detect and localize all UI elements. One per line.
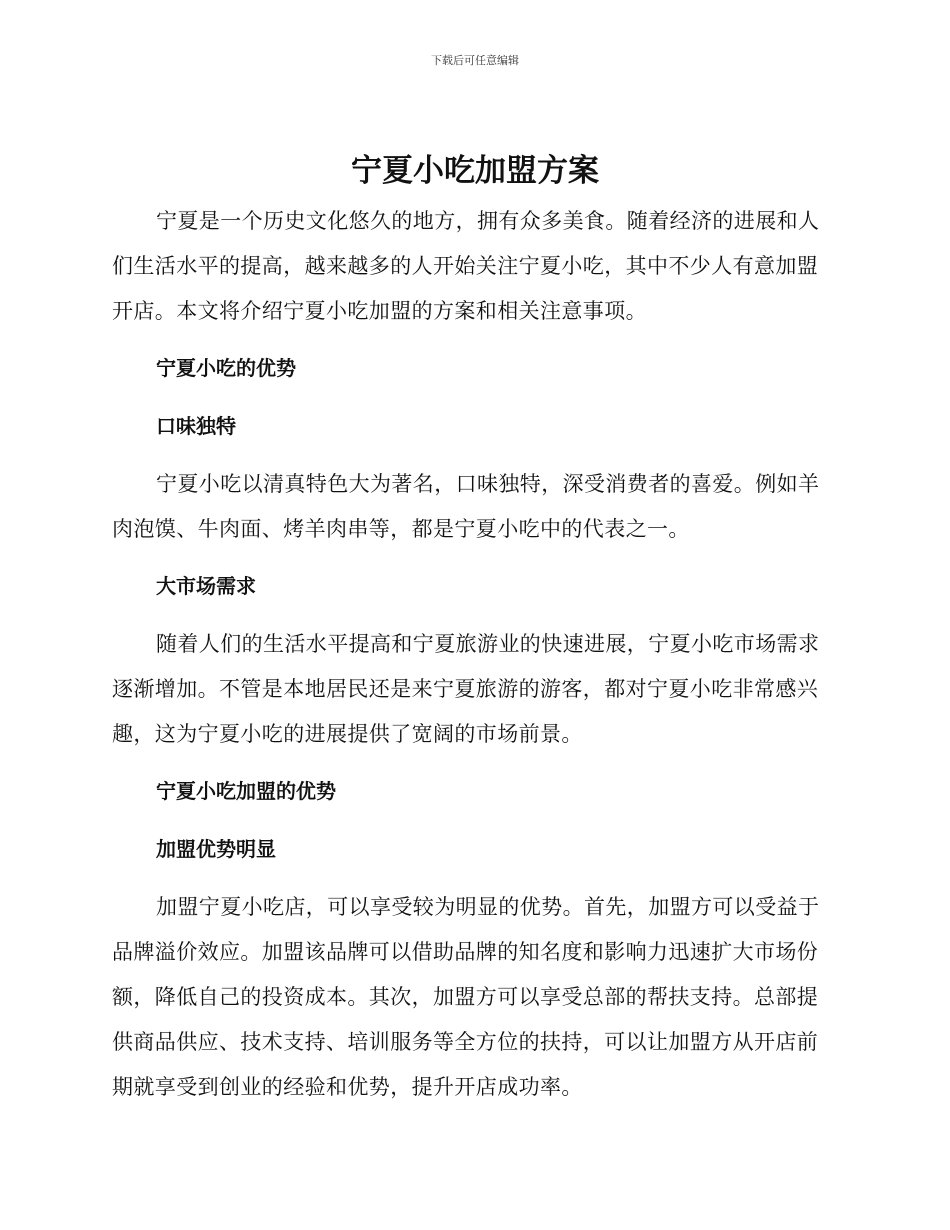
intro-paragraph: 宁夏是一个历史文化悠久的地方，拥有众多美食。随着经济的进展和人们生活水平的提高，越来越多的人开始关注宁夏小吃，其中不少人有意加盟开店。本文将介绍宁夏小吃加盟的方案和相关注意事项。 <box>112 209 820 323</box>
section-heading-franchise-advantages: 宁夏小吃加盟的优势 <box>156 779 336 803</box>
header-note: 下载后可任意编辑 <box>431 54 519 67</box>
paragraph-clear-advantages: 加盟宁夏小吃店，可以享受较为明显的优势。首先，加盟方可以受益于品牌溢价效应。加盟该品牌可以借助品牌的知名度和影响力迅速扩大市场份额，降低自己的投资成本。其次，加盟方可以享受总部的帮扶支持。总部提供商品供应、技术支持、培训服务等全方位的扶持，可以让加盟方从开店前期就享受到创业的经验和优势，提升开店成功率。 <box>112 895 820 1099</box>
subsection-heading-market-demand: 大市场需求 <box>156 574 256 598</box>
paragraph-market-demand: 随着人们的生活水平提高和宁夏旅游业的快速进展，宁夏小吃市场需求逐渐增加。不管是本地居民还是来宁夏旅游的游客，都对宁夏小吃非常感兴趣，这为宁夏小吃的进展提供了宽阔的市场前景。 <box>112 632 820 746</box>
subsection-heading-clear-advantages: 加盟优势明显 <box>156 837 276 861</box>
paragraph-unique-taste: 宁夏小吃以清真特色大为著名，口味独特，深受消费者的喜爱。例如羊肉泡馍、牛肉面、烤羊肉串等，都是宁夏小吃中的代表之一。 <box>112 472 820 541</box>
document-body <box>112 199 832 1122</box>
subsection-heading-unique-taste: 口味独特 <box>156 414 236 438</box>
section-heading-advantages: 宁夏小吃的优势 <box>156 356 296 380</box>
document-title: 宁夏小吃加盟方案 <box>351 153 599 189</box>
